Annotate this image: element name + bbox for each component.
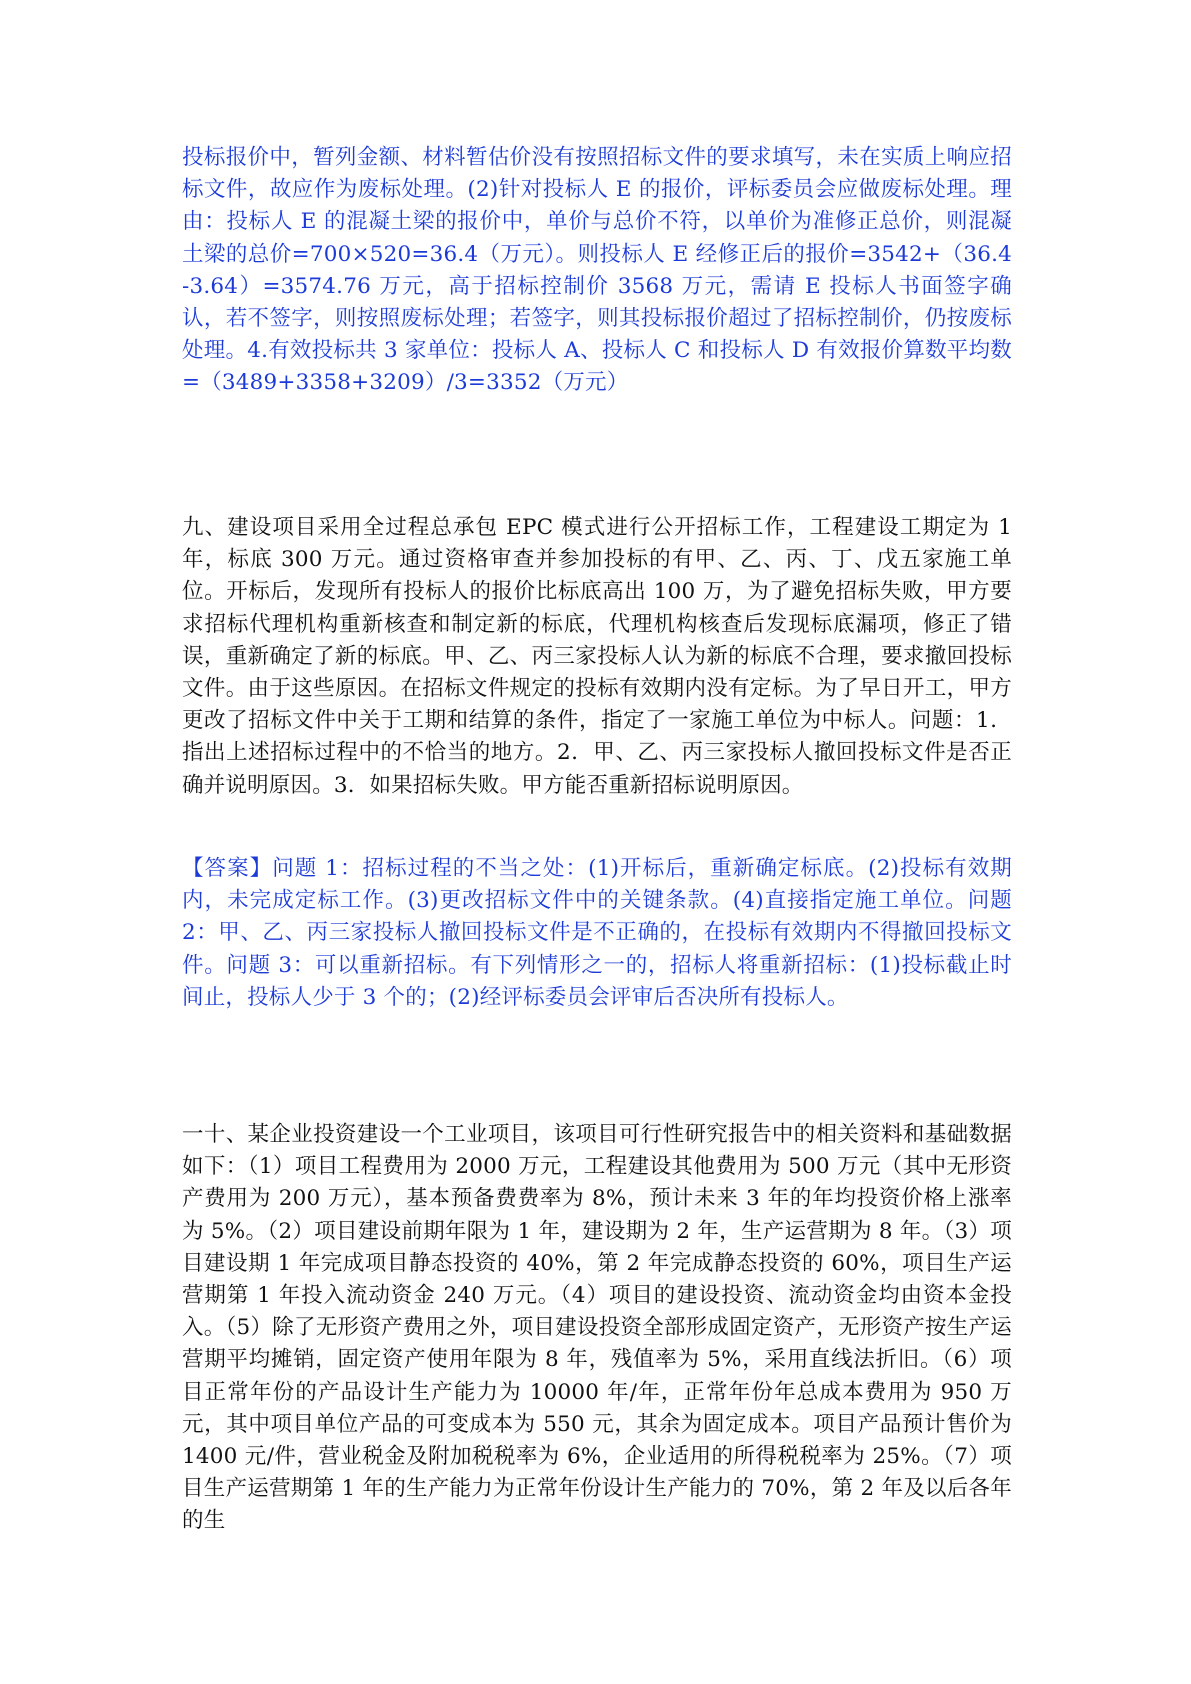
answer-8-continued: 投标报价中，暂列金额、材料暂估价没有按照招标文件的要求填写，未在实质上响应招标文件，故应作为废标处理。(2)针对投标人 E 的报价，评标委员会应做废标处理。理由：投标人 E 的混凝土梁的报价中，单价与总价不符，以单价为准修正总价，则混凝土梁的总价=700×520=36.4（万元）。则投标人 E 经修正后的报价=3542+（36.4-3.64）=3574.76 万元，高于招标控制价 3568 万元，需请 E 投标人书面签字确认，若不签字，则按照废标处理；若签字，则其投标报价超过了招标控制价，仍按废标处理。4.有效投标共 3 家单位：投标人 A、投标人 C 和投标人 D 有效报价算数平均数=（3489+3358+3209）/3=3352（万元） <box>182 145 1012 396</box>
question-9: 九、建设项目采用全过程总承包 EPC 模式进行公开招标工作，工程建设工期定为 1 年，标底 300 万元。通过资格审查并参加投标的有甲、乙、丙、丁、戊五家施工单位。开标后，发现所有投标人的报价比标底高出 100 万，为了避免招标失败，甲方要求招标代理机构重新核查和制定新的标底，代理机构核查后发现标底漏项，修正了错误，重新确定了新的标底。甲、乙、丙三家投标人认为新的标底不合理，要求撤回投标文件。由于这些原因。在招标文件规定的投标有效期内没有定标。为了早日开工，甲方更改了招标文件中关于工期和结算的条件，指定了一家施工单位为中标人。问题：1．指出上述招标过程中的不恰当的地方。2．甲、乙、丙三家投标人撤回投标文件是否正确并说明原因。3．如果招标失败。甲方能否重新招标说明原因。 <box>182 515 1012 798</box>
answer-9: 【答案】问题 1：招标过程的不当之处：(1)开标后，重新确定标底。(2)投标有效期内，未完成定标工作。(3)更改招标文件中的关键条款。(4)直接指定施工单位。问题 2：甲、乙、丙三家投标人撤回投标文件是不正确的，在投标有效期内不得撤回投标文件。问题 3：可以重新招标。有下列情形之一的，招标人将重新招标：(1)投标截止时间止，投标人少于 3 个的；(2)经评标委员会评审后否决所有投标人。 <box>182 856 1012 1010</box>
question-10: 一十、某企业投资建设一个工业项目，该项目可行性研究报告中的相关资料和基础数据如下：（1）项目工程费用为 2000 万元，工程建设其他费用为 500 万元（其中无形资产费用为 200 万元），基本预备费费率为 8%，预计未来 3 年的年均投资价格上涨率为 5%。（2）项目建设前期年限为 1 年，建设期为 2 年，生产运营期为 8 年。（3）项目建设期 1 年完成项目静态投资的 40%，第 2 年完成静态投资的 60%，项目生产运营期第 1 年投入流动资金 240 万元。（4）项目的建设投资、流动资金均由资本金投入。（5）除了无形资产费用之外，项目建设投资全部形成固定资产，无形资产按生产运营期平均摊销，固定资产使用年限为 8 年，残值率为 5%，采用直线法折旧。（6）项目正常年份的产品设计生产能力为 10000 年/年，正常年份年总成本费用为 950 万元，其中项目单位产品的可变成本为 550 元，其余为固定成本。项目产品预计售价为 1400 元/件，营业税金及附加税税率为 6%，企业适用的所得税税率为 25%。（7）项目生产运营期第 1 年的生产能力为正常年份设计生产能力的 70%，第 2 年及以后各年的生 <box>182 1122 1012 1534</box>
